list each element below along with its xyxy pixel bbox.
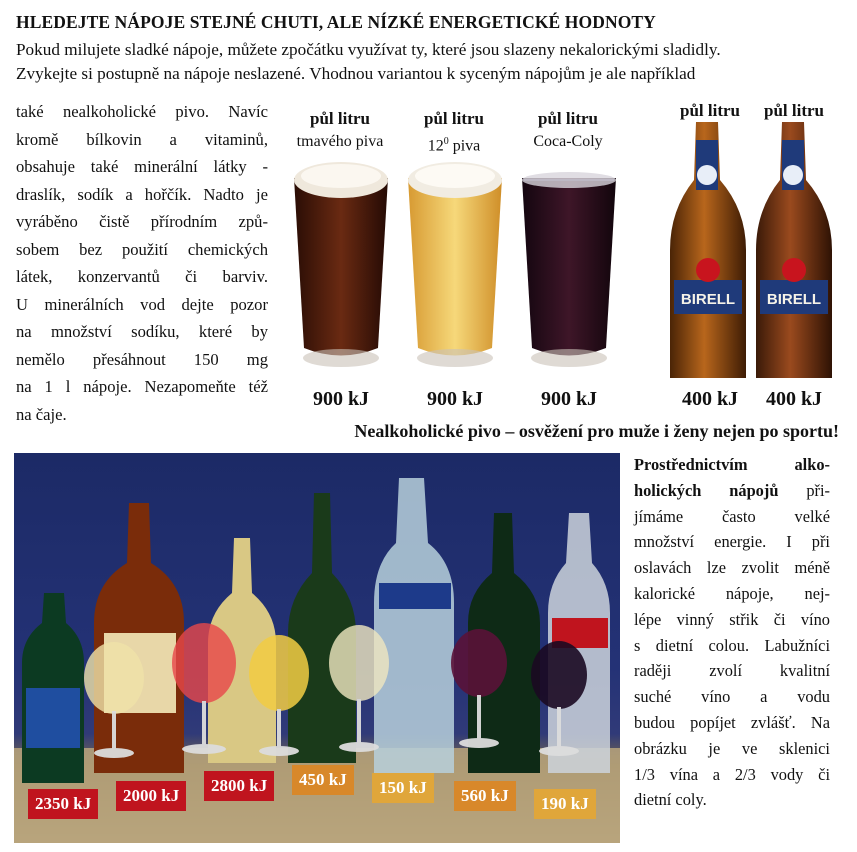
energy-badge: 2800 kJ xyxy=(204,771,274,801)
light-beer-glass-image xyxy=(400,158,510,373)
bold-text: holických nápojů xyxy=(634,480,779,500)
text-line: raději zvolí kvalitní xyxy=(634,661,830,681)
text-line: U minerálních vod dejte pozor xyxy=(16,294,268,314)
text-line xyxy=(634,452,830,478)
intro-line: Pokud milujete sladké nápoje, můžete zpočátku využívat ty, které jsou slazeny nekalorickými sladidly. xyxy=(16,40,721,59)
drink-heading: půl litru xyxy=(764,101,824,120)
text-segment: při- xyxy=(778,480,830,500)
energy-badge: 560 kJ xyxy=(454,781,516,811)
text-line: sobem bez použití chemických xyxy=(16,239,268,259)
text-line: také nealkoholické pivo. Navíc xyxy=(16,102,268,121)
text-line: jímáme často velké xyxy=(634,506,830,526)
drink-subtitle: 12 xyxy=(427,137,444,155)
page-title: HLEDEJTE NÁPOJE STEJNÉ CHUTI, ALE NÍZKÉ ENERGETICKÉ HODNOTY xyxy=(16,12,656,32)
text-line: obrázku je ve sklenici xyxy=(634,738,830,758)
text-line: na čaje. xyxy=(16,404,67,424)
drink-heading: půl litru xyxy=(538,109,598,128)
energy-value: 900 kJ xyxy=(540,388,598,410)
energy-value: 400 kJ xyxy=(765,388,823,410)
drink-subtitle: tmavého piva xyxy=(296,133,384,150)
degree-superscript: 0 xyxy=(443,136,449,147)
drink-caption-dark-beer xyxy=(282,108,398,153)
drink-subtitle-suffix: piva xyxy=(448,137,481,155)
birell-bottles-image xyxy=(666,120,836,382)
left-column-text xyxy=(16,98,268,428)
text-line: látek, konzervantů či barviv. xyxy=(16,267,268,286)
drink-subtitle: Coca-Coly xyxy=(533,133,603,150)
drink-caption-cola xyxy=(510,108,626,153)
bold-text: Prostřednictvím alko- xyxy=(634,455,830,474)
text-line: draslík, sodík a hořčík. Nadto je xyxy=(16,184,268,204)
text-line: dietní coly. xyxy=(634,790,707,810)
text-line: vyráběno čistě přírodním způ- xyxy=(16,212,268,231)
intro-line: Zvykejte si postupně na nápoje neslazené. Vhodnou variantou k syceným nápojům je ale například xyxy=(16,64,696,83)
energy-value: 400 kJ xyxy=(681,388,739,410)
dark-beer-glass-image xyxy=(286,158,396,373)
text-line: 1/3 vína a 2/3 vody či xyxy=(634,764,830,784)
energy-value: 900 kJ xyxy=(426,388,484,410)
bottle-brand-label: BIRELL xyxy=(680,291,736,308)
text-line: nemělo přesáhnout 150 mg xyxy=(16,349,268,369)
drink-heading: půl litru xyxy=(680,101,740,120)
intro-paragraph xyxy=(16,38,842,86)
text-line: oslavách lze zvolit méně xyxy=(634,558,830,578)
text-line: kalorické nápoje, nej- xyxy=(634,583,830,603)
text-line: obsahuje také minerální látky - xyxy=(16,157,268,176)
right-column-text xyxy=(634,452,830,813)
text-line: lépe vinný střik či víno xyxy=(634,609,830,629)
energy-badge: 2350 kJ xyxy=(28,789,98,819)
text-line: s dietní colou. Labužníci xyxy=(634,635,830,655)
drink-heading: půl litru xyxy=(310,109,370,128)
energy-badge: 190 kJ xyxy=(534,789,596,819)
text-line: budou popíjet zvlášť. Na xyxy=(634,712,830,732)
energy-badge: 150 kJ xyxy=(372,773,434,803)
cola-glass-image xyxy=(514,158,624,373)
drink-heading: půl litru xyxy=(424,109,484,128)
energy-badge: 450 kJ xyxy=(292,765,354,795)
energy-value: 900 kJ xyxy=(312,388,370,410)
text-line: množství energie. I při xyxy=(634,532,830,552)
text-line xyxy=(634,478,830,504)
text-line: kromě bílkovin a vitaminů, xyxy=(16,129,268,149)
bottle-brand-label: BIRELL xyxy=(766,291,822,308)
drink-caption-light-beer xyxy=(396,108,512,157)
text-line: na množství sodíku, které by xyxy=(16,322,268,341)
text-line: na 1 l nápoje. Nezapomeňte též xyxy=(16,377,268,396)
tagline: Nealkoholické pivo – osvěžení pro muže i ženy nejen po sportu! xyxy=(354,421,839,441)
alcohol-drinks-photo xyxy=(14,453,620,843)
text-line: suché víno a vodu xyxy=(634,687,830,707)
energy-badge: 2000 kJ xyxy=(116,781,186,811)
